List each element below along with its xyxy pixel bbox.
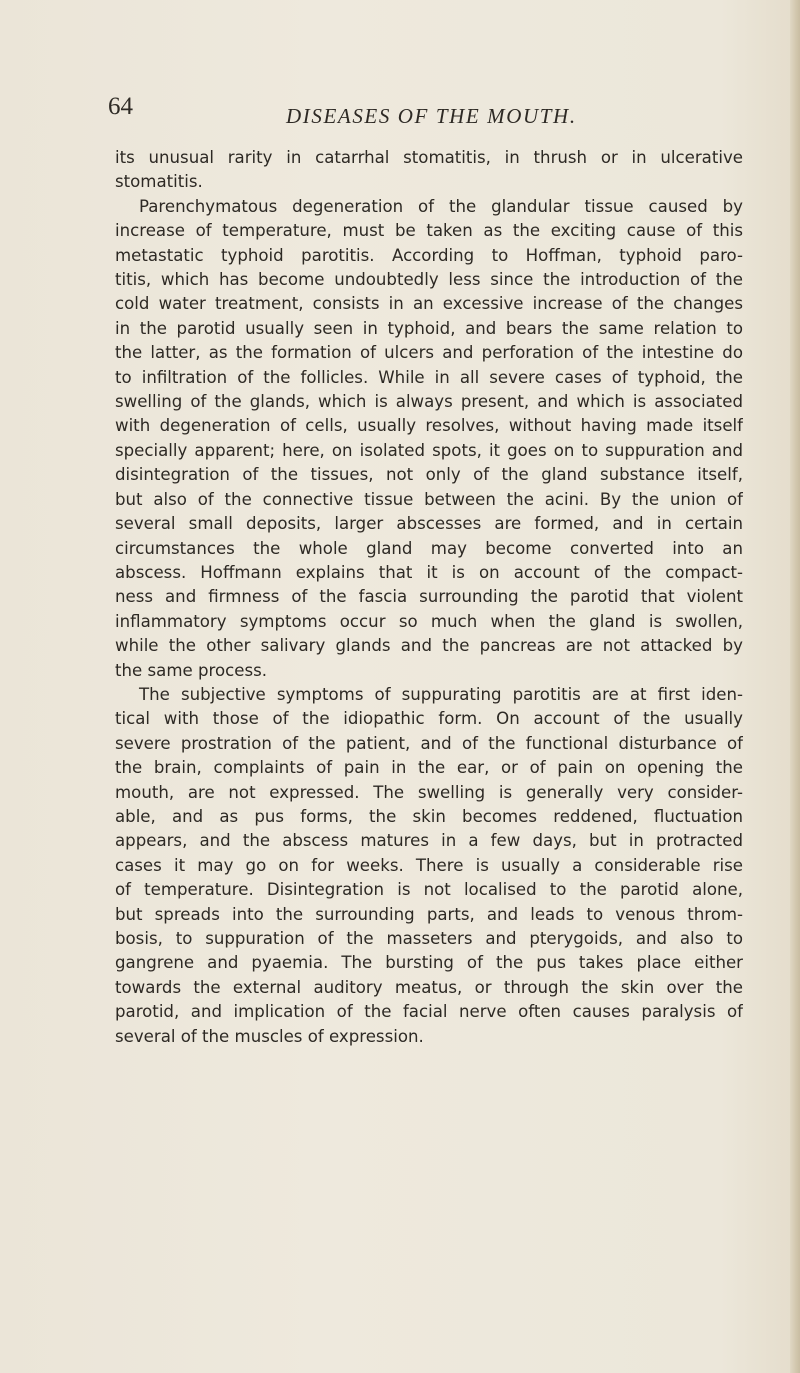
page-edge — [790, 0, 800, 1373]
text-line: cold water treatment, consists in an excessive increase of the changes — [115, 294, 743, 314]
text-line: tical with those of the idiopathic form. On account of the usually — [115, 709, 743, 729]
text-line: with degeneration of cells, usually resolves, without having made itself — [115, 416, 743, 436]
text-line: titis, which has become undoubtedly less since the introduction of the — [115, 270, 743, 290]
text-line: several small deposits, larger abscesses are formed, and in certain — [115, 514, 743, 534]
text-line: towards the external auditory meatus, or through the skin over the — [115, 977, 743, 997]
text-line: but spreads into the surrounding parts, and leads to venous throm- — [115, 904, 743, 924]
text-line: stomatitis. — [115, 172, 203, 192]
text-line: Parenchymatous degeneration of the glandular tissue caused by — [139, 196, 743, 216]
text-line: severe prostration of the patient, and of the functional disturbance of — [115, 733, 743, 753]
text-line: several of the muscles of expression. — [115, 1026, 424, 1046]
text-line: ness and firmness of the fascia surrounding the parotid that violent — [115, 587, 743, 607]
text-line: of temperature. Disintegration is not localised to the parotid alone, — [115, 880, 743, 900]
text-line: but also of the connective tissue between the acini. By the union of — [115, 489, 743, 509]
text-line: gangrene and pyaemia. The bursting of the pus takes place either — [115, 953, 743, 973]
body-text — [115, 146, 743, 1049]
text-line: in the parotid usually seen in typhoid, and bears the same relation to — [115, 318, 743, 338]
text-line: the latter, as the formation of ulcers and perforation of the intestine do — [115, 343, 743, 363]
text-line: circumstances the whole gland may become converted into an — [115, 538, 743, 558]
text-line: abscess. Hoffmann explains that it is on account of the compact- — [115, 562, 743, 582]
text-line: the brain, complaints of pain in the ear, or of pain on opening the — [115, 758, 743, 778]
text-line: the same process. — [115, 660, 268, 680]
text-line: mouth, are not expressed. The swelling is generally very consider- — [115, 782, 743, 802]
text-line: The subjective symptoms of suppurating parotitis are at first iden- — [139, 684, 743, 704]
text-line: metastatic typhoid parotitis. According to Hoffman, typhoid paro- — [115, 245, 743, 265]
text-line: while the other salivary glands and the pancreas are not attacked by — [115, 636, 743, 656]
text-line: bosis, to suppuration of the masseters and pterygoids, and also to — [115, 929, 743, 948]
text-line: appears, and the abscess matures in a few days, but in protracted — [115, 831, 743, 851]
text-line: inflammatory symptoms occur so much when the gland is swollen, — [115, 611, 743, 631]
text-line: cases it may go on for weeks. There is usually a considerable rise — [115, 855, 743, 875]
text-line: parotid, and implication of the facial nerve often causes paralysis of — [115, 1002, 743, 1022]
text-line: increase of temperature, must be taken as the exciting cause of this — [115, 221, 743, 241]
page-header — [108, 93, 748, 127]
text-line: to infiltration of the follicles. While in all severe cases of typhoid, the — [115, 367, 743, 387]
running-title: DISEASES OF THE MOUTH. — [286, 104, 577, 128]
text-line: its unusual rarity in catarrhal stomatitis, in thrush or in ulcerative — [115, 148, 743, 167]
text-line: able, and as pus forms, the skin becomes reddened, fluctuation — [115, 806, 743, 826]
text-line: disintegration of the tissues, not only of the gland substance itself, — [115, 465, 743, 485]
text-line: swelling of the glands, which is always present, and which is associated — [115, 392, 743, 412]
text-line: specially apparent; here, on isolated spots, it goes on to suppuration and — [115, 440, 743, 460]
page-number: 64 — [108, 93, 133, 120]
